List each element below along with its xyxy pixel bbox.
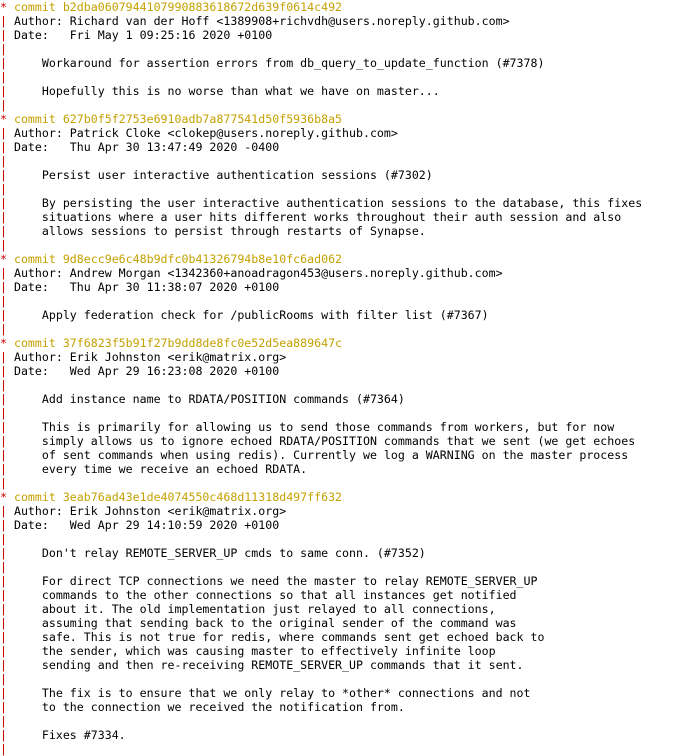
- commit-message-line: [0, 616, 692, 630]
- graph-pipe-glyph: |: [0, 98, 7, 112]
- graph-pipe-glyph: |: [0, 42, 7, 56]
- commit-message-line: [0, 728, 692, 742]
- date-line: [0, 28, 692, 42]
- graph-star-glyph: *: [0, 252, 14, 266]
- message-text: Hopefully this is no worse than what we have on master...: [13, 84, 440, 98]
- commit-hash: commit 627b0f5f2753e6910adb7a877541d50f5936b8a5: [13, 112, 343, 126]
- author-line: [0, 14, 692, 28]
- graph-pipe-glyph: |: [0, 56, 14, 70]
- graph-pipe-glyph: |: [0, 644, 14, 658]
- date-line: [0, 364, 692, 378]
- commit-header-line: [0, 112, 692, 126]
- graph-separator-line: [0, 476, 692, 490]
- message-text: Add instance name to RDATA/POSITION commands (#7364): [13, 392, 405, 406]
- commit-message-line: [0, 462, 692, 476]
- commit-hash: commit b2dba0607944107990883618672d639f0614c492: [13, 0, 343, 14]
- graph-pipe-glyph: |: [0, 434, 14, 448]
- graph-separator-line: [0, 42, 692, 56]
- message-text: simply allows us to ignore echoed RDATA/POSITION commands that we sent (we get echoes: [13, 434, 636, 448]
- commit-message-line: [0, 392, 692, 406]
- graph-separator-line: [0, 378, 692, 392]
- graph-separator-line: [0, 406, 692, 420]
- graph-star-glyph: *: [0, 490, 14, 504]
- graph-separator-line: [0, 672, 692, 686]
- graph-pipe-glyph: |: [0, 126, 14, 140]
- commit-message-line: [0, 168, 692, 182]
- commit-message-line: [0, 574, 692, 588]
- graph-pipe-glyph: |: [0, 322, 7, 336]
- message-text: Persist user interactive authentication sessions (#7302): [13, 168, 433, 182]
- graph-pipe-glyph: |: [0, 196, 14, 210]
- graph-pipe-glyph: |: [0, 168, 14, 182]
- graph-pipe-glyph: |: [0, 224, 14, 238]
- commit-message-line: [0, 644, 692, 658]
- graph-separator-line: [0, 98, 692, 112]
- date-text: Date: Thu Apr 30 11:38:07 2020 +0100: [13, 280, 280, 294]
- author-line: [0, 266, 692, 280]
- graph-pipe-glyph: |: [0, 742, 7, 756]
- graph-pipe-glyph: |: [0, 532, 7, 546]
- graph-pipe-glyph: |: [0, 476, 7, 490]
- commit-header-line: [0, 0, 692, 14]
- graph-pipe-glyph: |: [0, 140, 14, 154]
- graph-pipe-glyph: |: [0, 266, 14, 280]
- message-text: allows sessions to persist through restarts of Synapse.: [13, 224, 426, 238]
- graph-pipe-glyph: |: [0, 728, 14, 742]
- graph-star-glyph: *: [0, 0, 14, 14]
- commit-message-line: [0, 630, 692, 644]
- commit-message-line: [0, 224, 692, 238]
- graph-pipe-glyph: |: [0, 406, 7, 420]
- commit-message-line: [0, 56, 692, 70]
- message-text: every time we receive an echoed RDATA.: [13, 462, 308, 476]
- date-line: [0, 140, 692, 154]
- date-text: Date: Thu Apr 30 13:47:49 2020 -0400: [13, 140, 280, 154]
- graph-pipe-glyph: |: [0, 210, 14, 224]
- graph-pipe-glyph: |: [0, 700, 14, 714]
- graph-separator-line: [0, 154, 692, 168]
- date-text: Date: Fri May 1 09:25:16 2020 +0100: [13, 28, 273, 42]
- graph-pipe-glyph: |: [0, 504, 14, 518]
- commit-message-line: [0, 588, 692, 602]
- graph-separator-line: [0, 714, 692, 728]
- graph-separator-line: [0, 238, 692, 252]
- graph-pipe-glyph: |: [0, 462, 14, 476]
- graph-separator-line: [0, 294, 692, 308]
- graph-pipe-glyph: |: [0, 280, 14, 294]
- graph-pipe-glyph: |: [0, 364, 14, 378]
- commit-message-line: [0, 84, 692, 98]
- graph-pipe-glyph: |: [0, 14, 14, 28]
- graph-pipe-glyph: |: [0, 588, 14, 602]
- author-line: [0, 350, 692, 364]
- graph-pipe-glyph: |: [0, 714, 7, 728]
- graph-pipe-glyph: |: [0, 672, 7, 686]
- message-text: the sender, which was causing master to effectively infinite loop: [13, 644, 496, 658]
- message-text: of sent commands when using redis). Currently we log a WARNING on the master process: [13, 448, 629, 462]
- graph-separator-line: [0, 560, 692, 574]
- message-text: assuming that sending back to the original sender of the command was: [13, 616, 517, 630]
- graph-pipe-glyph: |: [0, 154, 7, 168]
- commit-hash: commit 3eab76ad43e1de4074550c468d11318d497ff632: [13, 490, 343, 504]
- commit-message-line: [0, 448, 692, 462]
- graph-pipe-glyph: |: [0, 28, 14, 42]
- commit-hash: commit 37f6823f5b91f27b9dd8de8fc0e52d5ea889647c: [13, 336, 343, 350]
- graph-separator-line: [0, 532, 692, 546]
- commit-message-line: [0, 546, 692, 560]
- graph-pipe-glyph: |: [0, 182, 7, 196]
- author-text: Author: Patrick Cloke <clokep@users.noreply.github.com>: [13, 126, 398, 140]
- commit-message-line: [0, 308, 692, 322]
- message-text: This is primarily for allowing us to send those commands from workers, but for now: [13, 420, 615, 434]
- graph-star-glyph: *: [0, 336, 14, 350]
- commit-header-line: [0, 252, 692, 266]
- commit-header-line: [0, 336, 692, 350]
- graph-separator-line: [0, 742, 692, 756]
- graph-pipe-glyph: |: [0, 574, 14, 588]
- commit-message-line: [0, 420, 692, 434]
- graph-pipe-glyph: |: [0, 378, 7, 392]
- message-text: Apply federation check for /publicRooms with filter list (#7367): [13, 308, 489, 322]
- message-text: Don't relay REMOTE_SERVER_UP cmds to same conn. (#7352): [13, 546, 426, 560]
- message-text: about it. The old implementation just relayed to all connections,: [13, 602, 496, 616]
- message-text: situations where a user hits different works throughout their auth session and also: [13, 210, 622, 224]
- graph-separator-line: [0, 322, 692, 336]
- author-text: Author: Erik Johnston <erik@matrix.org>: [13, 350, 287, 364]
- graph-pipe-glyph: |: [0, 448, 14, 462]
- message-text: For direct TCP connections we need the master to relay REMOTE_SERVER_UP: [13, 574, 538, 588]
- commit-hash: commit 9d8ecc9e6c48b9dfc0b41326794b8e10fc6ad062: [13, 252, 343, 266]
- graph-star-glyph: *: [0, 112, 14, 126]
- message-text: safe. This is not true for redis, where commands sent get echoed back to: [13, 630, 545, 644]
- date-line: [0, 280, 692, 294]
- author-text: Author: Richard van der Hoff <1389908+richvdh@users.noreply.github.com>: [13, 14, 510, 28]
- graph-separator-line: [0, 70, 692, 84]
- graph-pipe-glyph: |: [0, 686, 14, 700]
- commit-message-line: [0, 686, 692, 700]
- message-text: commands to the other connections so that all instances get notified: [13, 588, 517, 602]
- commit-message-line: [0, 434, 692, 448]
- commit-message-line: [0, 210, 692, 224]
- graph-pipe-glyph: |: [0, 560, 7, 574]
- message-text: The fix is to ensure that we only relay to *other* connections and not: [13, 686, 531, 700]
- message-text: sending and then re-receiving REMOTE_SERVER_UP commands that it sent.: [13, 658, 524, 672]
- date-line: [0, 518, 692, 532]
- commit-message-line: [0, 602, 692, 616]
- graph-pipe-glyph: |: [0, 518, 14, 532]
- date-text: Date: Wed Apr 29 16:23:08 2020 +0100: [13, 364, 280, 378]
- graph-separator-line: [0, 182, 692, 196]
- commit-message-line: [0, 196, 692, 210]
- graph-pipe-glyph: |: [0, 658, 14, 672]
- author-text: Author: Erik Johnston <erik@matrix.org>: [13, 504, 287, 518]
- graph-pipe-glyph: |: [0, 630, 14, 644]
- graph-pipe-glyph: |: [0, 616, 14, 630]
- graph-pipe-glyph: |: [0, 308, 14, 322]
- date-text: Date: Wed Apr 29 14:10:59 2020 +0100: [13, 518, 280, 532]
- graph-pipe-glyph: |: [0, 84, 14, 98]
- graph-pipe-glyph: |: [0, 420, 14, 434]
- graph-pipe-glyph: |: [0, 294, 7, 308]
- author-text: Author: Andrew Morgan <1342360+anoadragon453@users.noreply.github.com>: [13, 266, 503, 280]
- graph-pipe-glyph: |: [0, 546, 14, 560]
- graph-pipe-glyph: |: [0, 392, 14, 406]
- message-text: By persisting the user interactive authentication sessions to the database, this fixes: [13, 196, 643, 210]
- graph-pipe-glyph: |: [0, 602, 14, 616]
- commit-message-line: [0, 700, 692, 714]
- author-line: [0, 504, 692, 518]
- graph-pipe-glyph: |: [0, 238, 7, 252]
- commit-header-line: [0, 490, 692, 504]
- commit-message-line: [0, 658, 692, 672]
- message-text: to the connection we received the notification from.: [13, 700, 405, 714]
- message-text: Workaround for assertion errors from db_query_to_update_function (#7378): [13, 56, 545, 70]
- author-line: [0, 126, 692, 140]
- message-text: Fixes #7334.: [13, 728, 126, 742]
- graph-pipe-glyph: |: [0, 70, 7, 84]
- graph-pipe-glyph: |: [0, 350, 14, 364]
